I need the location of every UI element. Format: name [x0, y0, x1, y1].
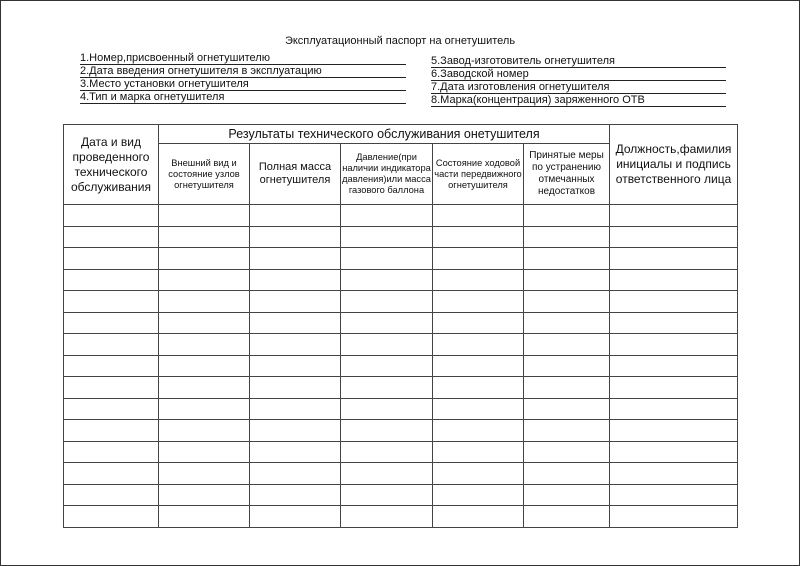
table-cell[interactable]	[159, 355, 250, 377]
header-results-group: Результаты технического обслуживания онетушителя	[159, 125, 610, 144]
table-cell[interactable]	[341, 441, 433, 463]
table-cell[interactable]	[64, 226, 159, 248]
table-cell[interactable]	[64, 269, 159, 291]
header-signature: Должность,фамилия инициалы и подпись ответственного лица	[610, 125, 738, 205]
table-row	[64, 463, 738, 485]
table-cell[interactable]	[250, 248, 341, 270]
table-cell[interactable]	[433, 248, 524, 270]
table-cell[interactable]	[433, 226, 524, 248]
table-cell[interactable]	[433, 441, 524, 463]
table-cell[interactable]	[610, 269, 738, 291]
table-cell[interactable]	[250, 355, 341, 377]
table-cell[interactable]	[64, 334, 159, 356]
table-row	[64, 355, 738, 377]
table-cell[interactable]	[250, 506, 341, 528]
table-cell[interactable]	[250, 226, 341, 248]
table-cell[interactable]	[341, 355, 433, 377]
field-installation-place[interactable]	[80, 78, 406, 91]
table-cell[interactable]	[341, 334, 433, 356]
header-date-type: Дата и вид проведенного технического обслуживания	[64, 125, 159, 205]
table-cell[interactable]	[159, 226, 250, 248]
table-cell[interactable]	[524, 484, 610, 506]
field-agent-brand[interactable]	[431, 94, 726, 107]
field-serial-number[interactable]	[431, 68, 726, 81]
table-cell[interactable]	[341, 398, 433, 420]
maintenance-table	[63, 124, 738, 528]
table-cell[interactable]	[159, 506, 250, 528]
table-cell[interactable]	[433, 463, 524, 485]
table-cell[interactable]	[64, 355, 159, 377]
table-cell[interactable]	[250, 441, 341, 463]
table-cell[interactable]	[341, 226, 433, 248]
table-cell[interactable]	[341, 291, 433, 313]
table-cell[interactable]	[250, 420, 341, 442]
table-row	[64, 420, 738, 442]
table-cell[interactable]	[524, 205, 610, 227]
table-cell[interactable]	[524, 226, 610, 248]
table-cell[interactable]	[341, 484, 433, 506]
table-row	[64, 312, 738, 334]
table-cell[interactable]	[64, 377, 159, 399]
table-cell[interactable]	[341, 463, 433, 485]
table-cell[interactable]	[433, 269, 524, 291]
table-cell[interactable]	[610, 248, 738, 270]
table-cell[interactable]	[250, 291, 341, 313]
table-cell[interactable]	[433, 398, 524, 420]
table-cell[interactable]	[610, 312, 738, 334]
table-row	[64, 398, 738, 420]
field-label: 8.Марка(концентрация) заряженного ОТВ	[431, 94, 645, 106]
table-cell[interactable]	[159, 205, 250, 227]
table-row	[64, 248, 738, 270]
table-cell[interactable]	[524, 269, 610, 291]
table-cell[interactable]	[64, 248, 159, 270]
table-cell[interactable]	[159, 377, 250, 399]
table-cell[interactable]	[64, 291, 159, 313]
table-cell[interactable]	[610, 506, 738, 528]
field-label: 4.Тип и марка огнетушителя	[80, 91, 225, 103]
table-cell[interactable]	[524, 506, 610, 528]
table-cell[interactable]	[64, 484, 159, 506]
table-cell[interactable]	[610, 463, 738, 485]
table-cell[interactable]	[159, 269, 250, 291]
field-commissioning-date[interactable]	[80, 65, 406, 78]
table-cell[interactable]	[524, 355, 610, 377]
table-cell[interactable]	[433, 377, 524, 399]
table-cell[interactable]	[341, 506, 433, 528]
table-row	[64, 334, 738, 356]
table-cell[interactable]	[524, 248, 610, 270]
table-cell[interactable]	[433, 334, 524, 356]
table-cell[interactable]	[159, 484, 250, 506]
table-cell[interactable]	[610, 420, 738, 442]
table-cell[interactable]	[433, 355, 524, 377]
field-type-brand[interactable]	[80, 91, 406, 104]
table-cell[interactable]	[250, 398, 341, 420]
table-row	[64, 226, 738, 248]
table-cell[interactable]	[341, 205, 433, 227]
table-cell[interactable]	[159, 248, 250, 270]
table-cell[interactable]	[610, 205, 738, 227]
table-cell[interactable]	[524, 377, 610, 399]
field-manufacturer[interactable]	[431, 55, 726, 68]
table-row	[64, 377, 738, 399]
field-label: 2.Дата введения огнетушителя в эксплуатацию	[80, 65, 322, 77]
table-cell[interactable]	[610, 441, 738, 463]
table-cell[interactable]	[64, 463, 159, 485]
table-cell[interactable]	[433, 484, 524, 506]
table-cell[interactable]	[250, 269, 341, 291]
table-cell[interactable]	[524, 420, 610, 442]
table-cell[interactable]	[341, 377, 433, 399]
table-cell[interactable]	[250, 377, 341, 399]
field-label: 3.Место установки огнетушителя	[80, 78, 249, 90]
table-cell[interactable]	[159, 312, 250, 334]
table-cell[interactable]	[250, 205, 341, 227]
table-cell[interactable]	[159, 441, 250, 463]
table-cell[interactable]	[341, 420, 433, 442]
table-cell[interactable]	[433, 291, 524, 313]
table-cell[interactable]	[610, 226, 738, 248]
table-row	[64, 441, 738, 463]
table-body	[64, 205, 738, 528]
table-cell[interactable]	[159, 420, 250, 442]
table-cell[interactable]	[610, 355, 738, 377]
table-cell[interactable]	[250, 334, 341, 356]
field-manufacture-date[interactable]	[431, 81, 726, 94]
table-row	[64, 484, 738, 506]
field-label: 7.Дата изготовления огнетушителя	[431, 81, 610, 93]
table-cell[interactable]	[524, 398, 610, 420]
field-label: 6.Заводской номер	[431, 68, 529, 80]
table-cell[interactable]	[524, 291, 610, 313]
field-extinguisher-number[interactable]	[80, 52, 406, 65]
header-chassis: Состояние ходовой части передвижного огнетушителя	[433, 144, 524, 205]
header-measures: Принятые меры по устранению отмечанных недостатков	[524, 144, 610, 205]
table-cell[interactable]	[433, 205, 524, 227]
header-appearance: Внешний вид и состояние узлов огнетушителя	[159, 144, 250, 205]
table-cell[interactable]	[250, 312, 341, 334]
table-cell[interactable]	[433, 506, 524, 528]
table-cell[interactable]	[64, 441, 159, 463]
table-cell[interactable]	[610, 291, 738, 313]
table-row	[64, 506, 738, 528]
table-cell[interactable]	[610, 377, 738, 399]
table-cell[interactable]	[341, 269, 433, 291]
table-cell[interactable]	[524, 463, 610, 485]
table-cell[interactable]	[433, 420, 524, 442]
table-row	[64, 291, 738, 313]
table-cell[interactable]	[341, 312, 433, 334]
table-cell[interactable]	[159, 463, 250, 485]
table-cell[interactable]	[250, 463, 341, 485]
document-title: Эксплуатационный паспорт на огнетушитель	[284, 35, 516, 47]
table-cell[interactable]	[610, 484, 738, 506]
table-cell[interactable]	[524, 441, 610, 463]
table-cell[interactable]	[524, 334, 610, 356]
table-row	[64, 269, 738, 291]
table-cell[interactable]	[524, 312, 610, 334]
table-cell[interactable]	[159, 334, 250, 356]
table-cell[interactable]	[610, 398, 738, 420]
table-cell[interactable]	[64, 205, 159, 227]
header-pressure: Давление(при наличии индикатора давления)или масса газового баллона	[341, 144, 433, 205]
table-cell[interactable]	[64, 312, 159, 334]
table-cell[interactable]	[250, 484, 341, 506]
table-cell[interactable]	[341, 248, 433, 270]
table-cell[interactable]	[159, 291, 250, 313]
table-cell[interactable]	[64, 420, 159, 442]
table-cell[interactable]	[610, 334, 738, 356]
table-row	[64, 205, 738, 227]
field-label: 5.Завод-изготовитель огнетушителя	[431, 55, 615, 67]
table-cell[interactable]	[64, 506, 159, 528]
header-total-mass: Полная масса огнетушителя	[250, 144, 341, 205]
table-cell[interactable]	[64, 398, 159, 420]
field-label: 1.Номер,присвоенный огнетушителю	[80, 52, 270, 64]
table-cell[interactable]	[159, 398, 250, 420]
table-cell[interactable]	[433, 312, 524, 334]
